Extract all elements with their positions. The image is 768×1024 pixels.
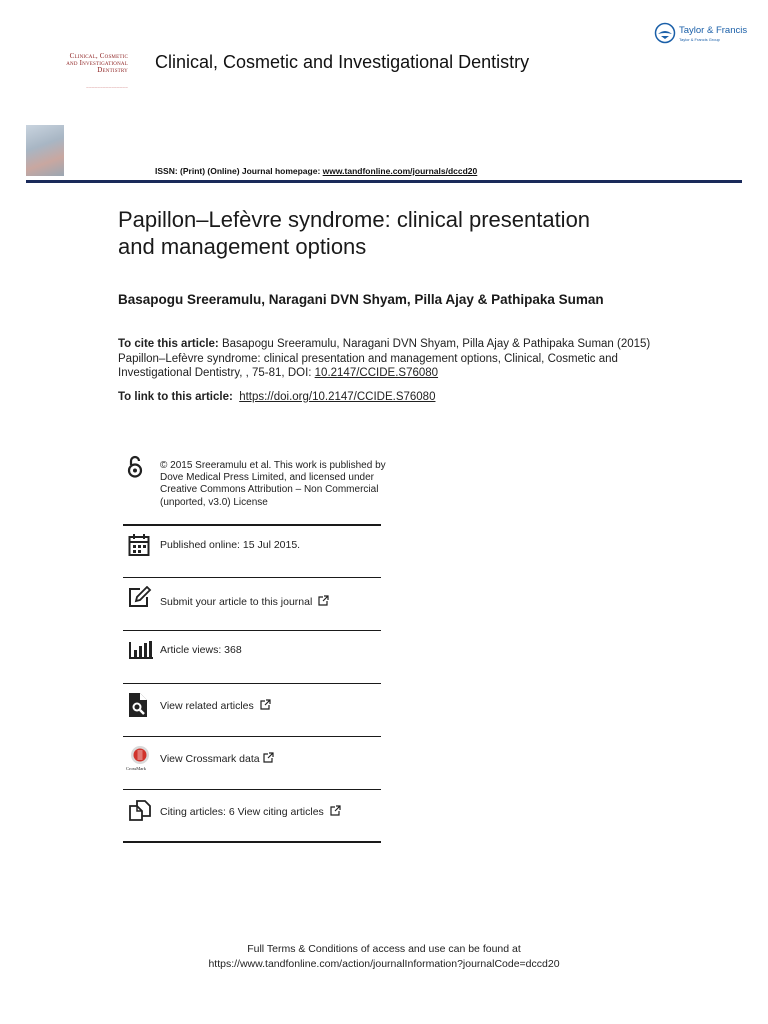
divider [123,683,381,684]
citation-block [118,337,658,381]
article-link-line [118,391,435,403]
citing-articles-label: Citing articles: 6 View citing articles [160,806,324,818]
footer-terms-url[interactable]: https://www.tandfonline.com/action/journalInformation?journalCode=dccd20 [208,958,560,970]
issn-text: ISSN: (Print) (Online) Journal homepage: [155,166,323,176]
external-link-icon [263,752,274,763]
citation-doi-link[interactable]: 10.2147/CCIDE.S76080 [314,367,439,379]
divider [123,577,381,578]
header-rule [26,180,742,183]
search-document-icon [128,692,148,718]
related-articles-label: View related articles [160,700,254,712]
article-title [118,206,678,260]
journal-cover-image [26,125,64,176]
article-authors: Basapogu Sreeramulu, Naragani DVN Shyam, Pilla Ajay & Pathipaka Suman [118,292,604,307]
submit-article-link[interactable] [160,595,329,608]
divider [123,630,381,631]
calendar-icon [128,533,150,557]
publisher-group: Taylor & Francis Group [679,37,720,42]
external-link-icon [318,595,329,606]
citing-articles-link[interactable] [160,805,341,818]
published-date: Published online: 15 Jul 2015. [160,539,301,551]
citation-label: To cite this article: [118,338,219,350]
submit-article-row[interactable] [128,586,152,608]
logo-line-2: and Investigational [66,59,128,67]
issn-line [155,166,477,176]
crossmark-icon [128,745,152,765]
divider [123,789,381,790]
journal-title: Clinical, Cosmetic and Investigational Dentistry [155,52,530,72]
related-articles-link[interactable] [160,699,271,712]
crossmark-link[interactable] [160,752,274,765]
crossmark-label: View Crossmark data [160,753,260,765]
open-access-icon [126,455,144,479]
article-link-label: To link to this article: [118,391,233,403]
license-text: © 2015 Sreeramulu et al. This work is published by Dove Medical Press Limited, and licensed under Creative Commons Attribution – Non Commercial (unported, v3.0) License [160,460,386,508]
external-link-icon [330,805,341,816]
publisher-name: Taylor & Francis [679,25,748,36]
crossmark-logo-text: CrossMark [126,766,146,771]
bar-chart-icon [128,640,154,660]
article-title-line-2: and management options [118,234,367,259]
article-views: Article views: 368 [160,644,242,656]
footer-terms-line: Full Terms & Conditions of access and use can be found at [247,943,521,955]
journal-logo [38,53,128,74]
divider [123,524,381,526]
logo-line-3: Dentistry [97,66,128,74]
logo-line-1: Clinical, Cosmetic [69,52,128,60]
citation-text: Basapogu Sreeramulu, Naragani DVN Shyam, Pilla Ajay & Pathipaka Suman (2015) Papillon–Lefèvre syndrome: clinical presentation and management options, Clinical, Cosmetic and Investigational Dentistry, , 75-81, DOI: [118,338,651,379]
citing-articles-icon [128,798,152,822]
article-title-line-1: Papillon–Lefèvre syndrome: clinical presentation [118,207,591,232]
journal-homepage-link[interactable]: www.tandfonline.com/journals/dccd20 [322,166,478,176]
logo-fine-print: ─────────────── [86,86,128,90]
external-link-icon [260,699,271,710]
submit-article-label: Submit your article to this journal [160,596,313,608]
taylor-francis-logo-icon [654,22,676,44]
divider [123,841,381,843]
divider [123,736,381,737]
edit-icon [128,586,152,608]
article-doi-link[interactable]: https://doi.org/10.2147/CCIDE.S76080 [239,391,436,403]
